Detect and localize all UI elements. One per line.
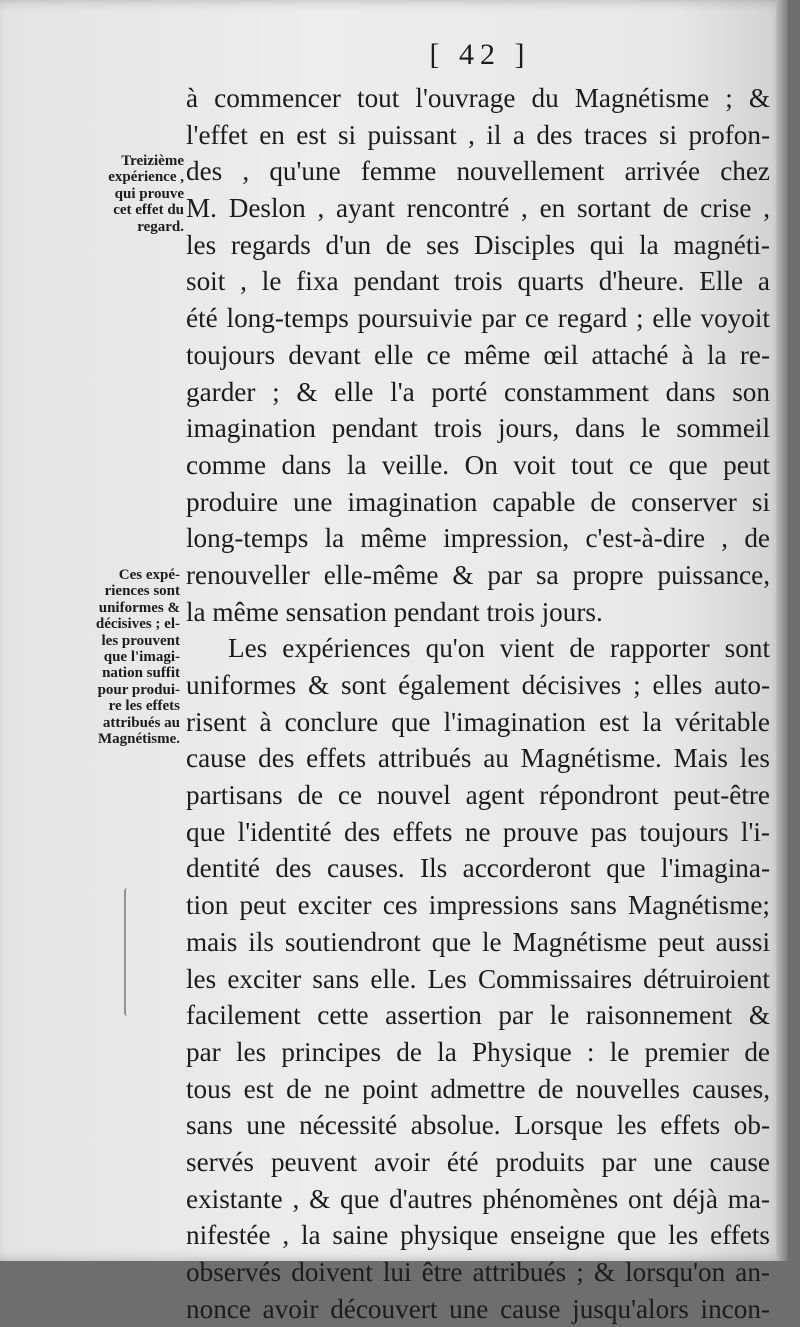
text-line: observés doivent lui être attribués ; & lorsqu'on an- — [186, 1257, 770, 1287]
margin-note-line: les prouvent — [101, 632, 180, 649]
text-line: produire une imagination capable de conserver si — [186, 486, 770, 517]
margin-note-line: riences sont — [104, 583, 180, 600]
margin-note-line: uniformes & — [98, 599, 180, 616]
margin-note-line: pour produi- — [97, 681, 180, 698]
text-line: les exciter sans elle. Les Commissaires détruiroient — [186, 963, 770, 994]
text-line: Les expériences qu'on vient de rapporter sont — [228, 633, 770, 664]
text-line: imagination pendant trois jours, dans le sommeil — [186, 413, 770, 444]
text-line: uniformes & sont également décisives ; elles auto- — [186, 670, 770, 700]
text-line: risent à conclure que l'imagination est la véritable — [186, 706, 770, 737]
text-line: été long-temps poursuivie par ce regard ; elle voyoit — [186, 303, 770, 334]
text-line: partisans de ce nouvel agent répondront peut-être — [186, 780, 770, 811]
text-line: des , qu'une femme nouvellement arrivée chez — [186, 156, 770, 187]
text-line: sans une nécessité absolue. Lorsque les effets ob- — [186, 1110, 770, 1141]
margin-note-line: attribués au — [102, 714, 180, 731]
page-number: [ 42 ] — [429, 38, 531, 71]
text-line: garder ; & elle l'a porté constamment dans son — [186, 376, 770, 407]
margin-note-line: Treizième — [121, 153, 184, 169]
margin-note-line: décisives ; el- — [95, 616, 180, 633]
text-line: comme dans la veille. On voit tout ce que peut — [186, 449, 770, 480]
margin-note-line: Ces expé- — [118, 567, 180, 583]
margin-note-experiences-uniformes — [72, 567, 180, 747]
text-line: l'effet en est si puissant , il a des traces si profon- — [186, 119, 770, 150]
pencil-bracket-mark — [124, 888, 130, 1016]
text-line: tion peut exciter ces impressions sans Magnétisme; — [186, 890, 770, 921]
margin-note-line: expérience , — [108, 169, 184, 186]
text-line: dentité des causes. Ils accorderont que l'imagina- — [186, 853, 770, 884]
text-line: nifestée , la saine physique enseigne que les effets — [186, 1220, 770, 1251]
text-line: que l'identité des effets ne prouve pas toujours l'i- — [186, 816, 770, 847]
margin-note-line: re les effets — [108, 698, 180, 715]
text-line: soit , le fixa pendant trois quarts d'heure. Elle a — [186, 266, 770, 297]
margin-note-line: qui prouve — [114, 185, 184, 202]
text-line: servés peuvent avoir été produits par une cause — [186, 1146, 770, 1177]
text-line: à commencer tout l'ouvrage du Magnétisme ; & — [186, 83, 770, 113]
margin-note-line: que l'imagi- — [103, 649, 180, 666]
text-line: la même sensation pendant trois jours. — [186, 596, 603, 627]
text-line: existante , & que d'autres phénomènes ont déjà ma- — [186, 1183, 770, 1214]
margin-note-line: regard. — [137, 218, 184, 235]
text-line: cause des effets attribués au Magnétisme. Mais les — [186, 743, 770, 774]
page-gutter — [776, 0, 788, 1261]
text-line: tous est de ne point admettre de nouvelles causes, — [186, 1073, 770, 1104]
text-line: les regards d'un de ses Disciples qui la magnéti- — [186, 229, 770, 260]
text-line: M. Deslon , ayant rencontré , en sortant de crise , — [186, 193, 770, 224]
margin-note-line: nation suffit — [102, 665, 180, 682]
text-line: par les principes de la Physique : le premier de — [186, 1036, 770, 1067]
text-line: mais ils soutiendront que le Magnétisme peut aussi — [186, 926, 770, 957]
text-line: facilement cette assertion par le raisonnement & — [186, 1000, 770, 1031]
text-line: long-temps la même impression, c'est-à-dire , de — [186, 523, 770, 554]
margin-note-line: Magnétisme. — [97, 731, 180, 748]
margin-note-treizieme-experience — [76, 153, 184, 235]
text-line: toujours devant elle ce même œil attaché à la re- — [186, 339, 770, 370]
text-line: nonce avoir découvert une cause jusqu'alors incon- — [186, 1293, 770, 1324]
margin-note-line: cet effet du — [113, 202, 184, 219]
text-line: renouveller elle-même & par sa propre puissance, — [186, 559, 770, 590]
body-text — [186, 80, 770, 1327]
